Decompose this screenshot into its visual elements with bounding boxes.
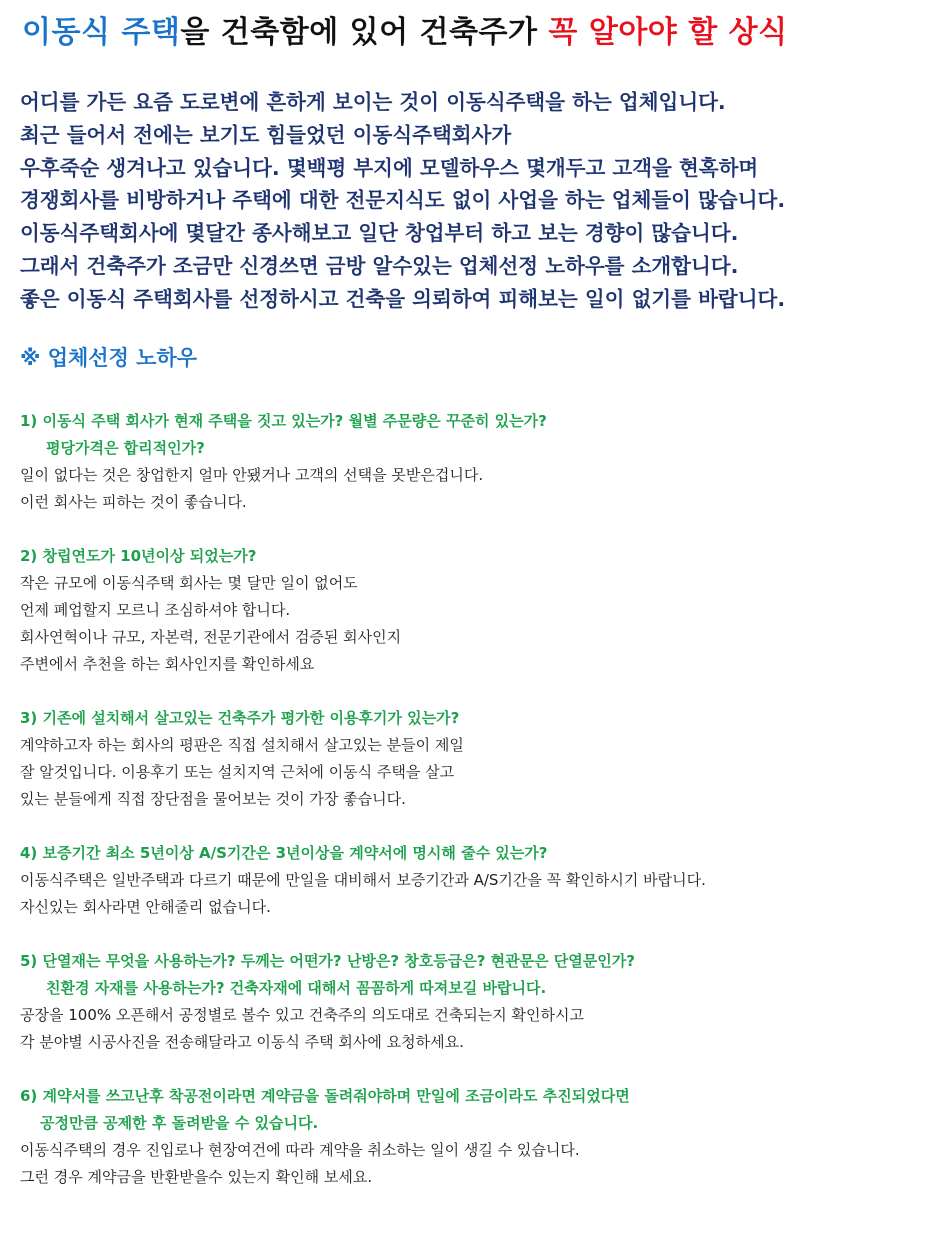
tip-answer-line: 계약하고자 하는 회사의 평판은 직접 설치해서 살고있는 분들이 제일 [20,736,464,754]
tip-answer-line: 언제 폐업할지 모르니 조심하셔야 합니다. [20,601,291,619]
tip-4 [20,840,930,921]
title-highlight-red: 꼭 알아야 할 상식 [548,15,788,50]
tip-6 [20,1083,930,1191]
tips-list [20,408,930,1218]
intro-line: 좋은 이동식 주택회사를 선정하시고 건축을 의뢰하여 피해보는 일이 없기를 바랍니다. [20,286,786,311]
tip-answer-line: 이동식주택은 일반주택과 다르기 때문에 만일을 대비해서 보증기간과 A/S기간을 꼭 확인하시기 바랍니다. [20,871,706,889]
title-middle: 을 건축함에 있어 건축주가 [180,15,549,50]
tip-question: 4) 보증기간 최소 5년이상 A/S기간은 3년이상을 계약서에 명시해 줄수 있는가? [20,844,548,862]
tip-answer-line: 각 분야별 시공사진을 전송해달라고 이동식 주택 회사에 요청하세요. [20,1033,464,1051]
section-heading: ※ 업체선정 노하우 [20,346,198,370]
intro-line: 그래서 건축주가 조금만 신경쓰면 금방 알수있는 업체선정 노하우를 소개합니다. [20,253,739,278]
intro-paragraph [20,86,930,316]
tip-answer-line: 주변에서 추천을 하는 회사인지를 확인하세요 [20,655,315,673]
tip-answer-line: 자신있는 회사라면 안해줄리 없습니다. [20,898,271,916]
tip-question-continued: 평당가격은 합리적인가? [46,439,205,457]
tip-question: 1) 이동식 주택 회사가 현재 주택을 짓고 있는가? 월별 주문량은 꾸준히 있는가? [20,412,547,430]
title-highlight-blue: 이동식 주택 [22,15,181,50]
tip-5 [20,948,930,1056]
tip-2 [20,543,930,678]
tip-answer-line: 일이 없다는 것은 창업한지 얼마 안됐거나 고객의 선택을 못받은겁니다. [20,466,484,484]
tip-answer-line: 작은 규모에 이동식주택 회사는 몇 달만 일이 없어도 [20,574,358,592]
intro-line: 경쟁회사를 비방하거나 주택에 대한 전문지식도 없이 사업을 하는 업체들이 많습니다. [20,188,786,213]
intro-line: 이동식주택회사에 몇달간 종사해보고 일단 창업부터 하고 보는 경향이 많습니다. [20,221,739,246]
tip-answer-line: 회사연혁이나 규모, 자본력, 전문기관에서 검증된 회사인지 [20,628,402,646]
tip-1 [20,408,930,516]
tip-question-continued: 친환경 자재를 사용하는가? 건축자재에 대해서 꼼꼼하게 따져보길 바랍니다. [46,979,547,997]
tip-answer-line: 이동식주택의 경우 진입로나 현장여건에 따라 계약을 취소하는 일이 생길 수 있습니다. [20,1141,580,1159]
intro-line: 우후죽순 생겨나고 있습니다. 몇백평 부지에 모델하우스 몇개두고 고객을 현혹하며 [20,155,759,180]
tip-question: 2) 창립연도가 10년이상 되었는가? [20,547,257,565]
tip-question: 5) 단열재는 무엇을 사용하는가? 두께는 어떤가? 난방은? 창호등급은? 현관문은 단열문인가? [20,952,635,970]
page-title [22,10,788,56]
tip-question: 3) 기존에 설치해서 살고있는 건축주가 평가한 이용후기가 있는가? [20,709,460,727]
tip-answer-line: 공장을 100% 오픈해서 공정별로 볼수 있고 건축주의 의도대로 건축되는지 확인하시고 [20,1006,584,1024]
tip-3 [20,705,930,813]
tip-answer-line: 있는 분들에게 직접 장단점을 물어보는 것이 가장 좋습니다. [20,790,406,808]
tip-question-continued: 공정만큼 공제한 후 돌려받을 수 있습니다. [40,1114,319,1132]
tip-answer-line: 잘 알것입니다. 이용후기 또는 설치지역 근처에 이동식 주택을 살고 [20,763,455,781]
tip-answer-line: 그런 경우 계약금을 반환받을수 있는지 확인해 보세요. [20,1168,373,1186]
intro-line: 최근 들어서 전에는 보기도 힘들었던 이동식주택회사가 [20,122,512,147]
tip-answer-line: 이런 회사는 피하는 것이 좋습니다. [20,493,247,511]
intro-line: 어디를 가든 요즘 도로변에 흔하게 보이는 것이 이동식주택을 하는 업체입니다. [20,90,726,114]
tip-question: 6) 계약서를 쓰고난후 착공전이라면 계약금을 돌려줘야하며 만일에 조금이라도 추진되었다면 [20,1087,630,1105]
